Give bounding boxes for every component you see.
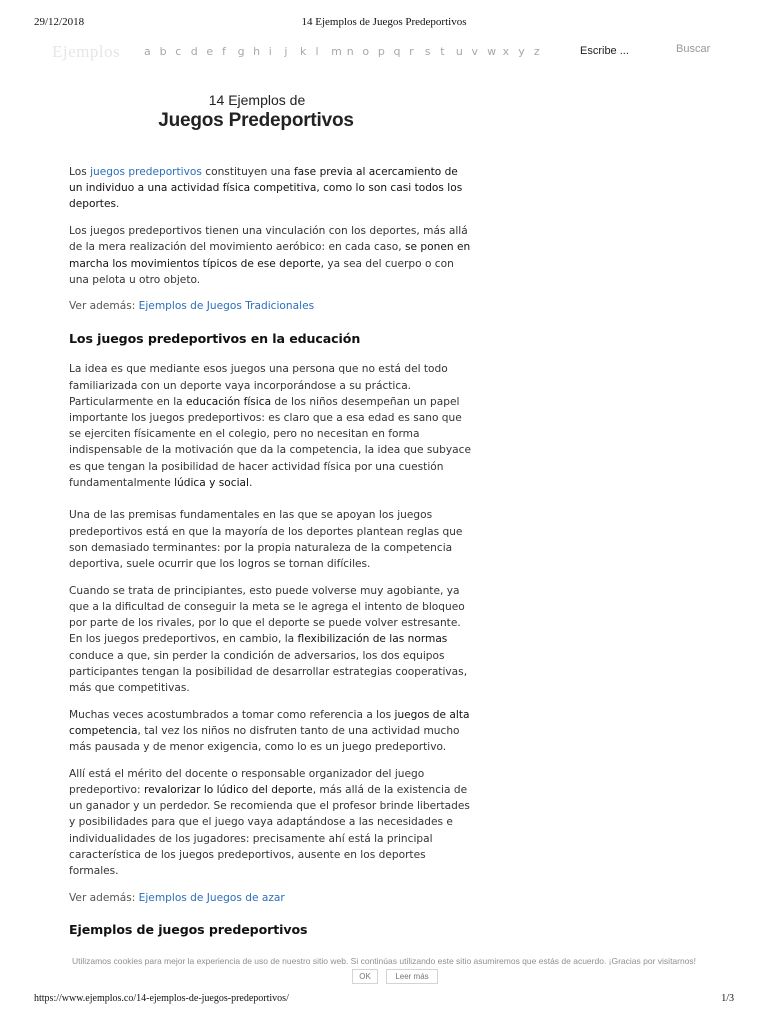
bold-phrase: educación física — [186, 395, 272, 408]
bold-phrase: flexibilización de las normas — [297, 633, 448, 646]
bold-phrase: revalorizar lo lúdico del deporte — [143, 784, 313, 796]
alpha-link-r[interactable]: r — [409, 45, 414, 58]
see-also — [69, 298, 473, 314]
cookie-ok-button[interactable]: OK — [352, 969, 378, 984]
alpha-link-l[interactable]: l — [315, 45, 319, 58]
print-url: https://www.ejemplos.co/14-ejemplos-de-juegos-predeportivos/ — [34, 993, 289, 1004]
alphabet-nav — [144, 45, 549, 58]
bold-phrase: juegos de alta competencia — [69, 708, 470, 737]
alpha-link-y[interactable]: y — [518, 45, 525, 58]
section-heading: Ejemplos de juegos predeportivos — [69, 922, 308, 938]
alpha-link-z[interactable]: z — [533, 45, 540, 58]
text-run: de los niños desempeñan un papel importante los juegos predeportivos: es claro que a esa edad es sano que se ejerciten físicamente en el colegio, pero no necesitan en forma indispensable de la motivación que da la competencia, la idea que subyace es que tengan la posibilidad de hacer actividad física por una cuestión fundamentalmente — [69, 395, 471, 489]
text-run: Allí está el mérito del docente o responsable organizador del juego predeportivo: — [69, 767, 425, 796]
article-header — [0, 92, 512, 132]
search-input[interactable] — [574, 42, 674, 60]
alpha-link-q[interactable]: q — [393, 45, 401, 58]
print-header — [0, 14, 768, 34]
alpha-link-x[interactable]: x — [502, 45, 510, 58]
section-heading: Los juegos predeportivos en la educación — [69, 331, 361, 347]
text-run: La idea es que mediante esos juegos una persona que no está del todo familiarizada con un deporte vaya incorporándose a su práctica. Particularmente en la — [69, 363, 448, 408]
see-also-label: Ver además: — [69, 891, 139, 904]
print-footer — [0, 992, 768, 1006]
text-run: . — [116, 198, 120, 211]
alpha-link-t[interactable]: t — [440, 45, 445, 58]
text-run: Muchas veces acostumbrados a tomar como referencia a los — [69, 708, 395, 721]
alpha-link-p[interactable]: p — [377, 45, 385, 58]
see-also-label: Ver además: — [69, 300, 139, 313]
cookie-banner — [0, 950, 768, 994]
alpha-link-k[interactable]: k — [299, 45, 307, 58]
alpha-link-u[interactable]: u — [455, 45, 463, 58]
print-title: 14 Ejemplos de Juegos Predeportivos — [301, 16, 467, 28]
alpha-link-m[interactable]: m — [331, 45, 342, 58]
link-juegos-de-azar[interactable]: Ejemplos de Juegos de azar — [138, 891, 285, 904]
text-run: Los juegos predeportivos tienen una vinculación con los deportes, más allá de la mera realización del movimiento aeróbico: en cada caso, — [69, 225, 468, 254]
cookie-read-more-button[interactable]: Leer más — [386, 969, 438, 984]
paragraph — [69, 766, 473, 879]
bold-phrase: se ponen en marcha los movimientos típicos de ese deporte — [69, 241, 471, 270]
paragraph — [69, 583, 473, 696]
page-title: Juegos Predeportivos — [158, 110, 354, 131]
see-also — [69, 890, 473, 906]
paragraph: Una de las premisas fundamentales en las que se apoyan los juegos predeportivos está en que la mayoría de los deportes plantean reglas que son demasiado terminantes: por la propia naturaleza de la competencia deportiva, suele ocurrir que los logros se tornan difíciles. — [69, 509, 463, 571]
cookie-text: Utilizamos cookies para mejor la experiencia de uso de nuestro sitio web. Si continúas utilizando este sitio asumiremos que estás de acuerdo. ¡Gracias por visitarnos! — [71, 956, 697, 966]
alpha-link-f[interactable]: f — [221, 45, 226, 58]
print-date: 29/12/2018 — [34, 16, 85, 28]
page-number: 1/3 — [721, 993, 734, 1004]
alpha-link-n[interactable]: n — [346, 45, 354, 58]
site-logo[interactable]: Ejemplos — [52, 42, 121, 61]
text-run: , más allá de la existencia de un ganador y un perdedor. Se recomienda que el profesor brinde libertades y posibilidades para que el juego vaya adaptándose a las necesidades e individualidades de los jugadores: precisamente ahí está la principal característica de los juegos predeportivos, ausente en los deportes formales. — [69, 784, 470, 878]
alpha-link-v[interactable]: v — [471, 45, 478, 58]
paragraph — [69, 361, 473, 491]
alpha-link-c[interactable]: c — [175, 45, 182, 58]
alpha-link-w[interactable]: w — [487, 45, 497, 58]
text-run: , ya sea del cuerpo o con una pelota u otro objeto. — [69, 257, 454, 286]
alpha-link-s[interactable]: s — [424, 45, 431, 58]
text-run: constituyen una — [201, 166, 294, 178]
text-run: . — [248, 476, 253, 489]
text-run: Los — [69, 166, 91, 178]
bold-phrase: fase previa al acercamiento de un individuo a una actividad física competitiva, como lo son casi todos los deportes — [69, 166, 463, 211]
alpha-link-b[interactable]: b — [159, 45, 167, 58]
link-juegos-predeportivos[interactable]: juegos predeportivos — [90, 166, 202, 178]
alpha-link-a[interactable]: a — [144, 45, 151, 58]
search-button[interactable]: Buscar — [668, 43, 718, 55]
site-nav — [0, 42, 768, 64]
paragraph — [69, 223, 473, 288]
article-body — [69, 164, 473, 953]
article-kicker: 14 Ejemplos de — [208, 92, 306, 108]
bold-phrase: lúdica y social — [174, 476, 249, 489]
text-run: , tal vez los niños no disfruten tanto de una actividad mucho más pausada y de menor exigencia, como lo es un juego predeportivo. — [69, 724, 460, 754]
alpha-link-e[interactable]: e — [206, 45, 214, 58]
alpha-link-d[interactable]: d — [190, 45, 198, 58]
paragraph — [69, 707, 473, 756]
alpha-link-i[interactable]: i — [268, 45, 272, 58]
text-run: Cuando se trata de principiantes, esto puede volverse muy agobiante, ya que a la dificultad de conseguir la meta se le agrega el intento de bloqueo por parte de los rivales, por lo que el deporte se puede volver estresante. En los juegos predeportivos, en cambio, la — [69, 584, 465, 646]
alpha-link-j[interactable]: j — [284, 45, 288, 58]
link-juegos-tradicionales[interactable]: Ejemplos de Juegos Tradicionales — [138, 300, 315, 313]
alpha-link-h[interactable]: h — [253, 45, 261, 58]
intro-paragraph — [69, 164, 473, 213]
text-run: conduce a que, sin perder la condición de adversarios, los dos equipos participantes tengan la posibilidad de desarrollar estrategias cooperativas, más que competitivas. — [69, 649, 468, 694]
alpha-link-o[interactable]: o — [362, 45, 370, 58]
alpha-link-g[interactable]: g — [237, 45, 245, 58]
